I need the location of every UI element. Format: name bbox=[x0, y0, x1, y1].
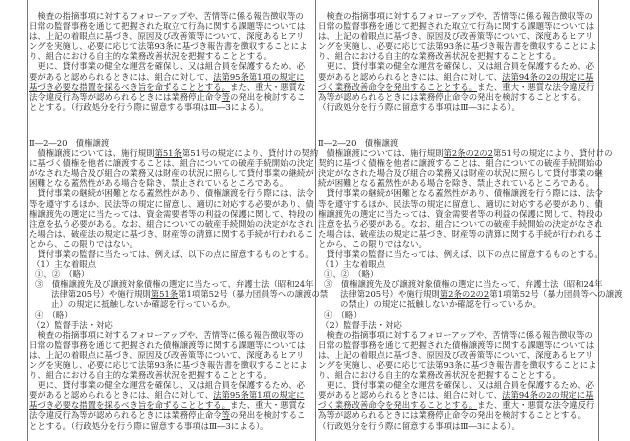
text-line bbox=[318, 228, 603, 239]
text-line bbox=[29, 330, 312, 340]
text-segment: 注意を払う必要がある。なお、組合についての破産手続開始の決定がなされ bbox=[29, 218, 314, 229]
text-segment: ングを実施し、必要に応じて法第93条に基づき報告書を徴収することによ bbox=[318, 41, 597, 52]
new-text-column bbox=[318, 11, 623, 431]
text-segment: 法律第205号）や施行規則 bbox=[51, 289, 151, 300]
amended-text: 基づき必要な措置を採るべき旨を命ずることとする。 bbox=[29, 81, 230, 92]
supervision-paragraph bbox=[29, 11, 312, 112]
text-line bbox=[29, 31, 312, 41]
text-segment: ①、② （略） bbox=[35, 269, 90, 280]
supervision-paragraph bbox=[318, 11, 596, 112]
text-segment: 等を遵守するほか、民法等の規定に留意し、適切に対応する必要があり、債 bbox=[318, 198, 603, 209]
text-segment: 法令違反行為等が認められるときには業務停止命令 bbox=[29, 410, 222, 421]
text-line bbox=[29, 249, 312, 259]
text-segment: ととする。（行政処分を行う際に留意する事項はⅢ―3による）。 bbox=[29, 101, 269, 112]
text-segment: 第51号の規定により、貸付けの bbox=[492, 148, 613, 159]
text-segment: 検査の指摘事項に対するフォローアップや、苦情等に係る報告徴収等の bbox=[29, 329, 304, 340]
text-line bbox=[318, 410, 596, 420]
text-segment: た場合は、破産法の規定に基づき、財産等の清算に関する手続が行われるこ bbox=[29, 228, 314, 239]
text-segment: 日常の監督事務を通じて把握された債権譲渡等に関する課題等については bbox=[318, 339, 595, 350]
amended-text: 第51条 bbox=[150, 289, 179, 300]
text-line bbox=[318, 148, 613, 159]
text-line bbox=[29, 209, 312, 219]
text-segment: Ⅱ―2―20 債権譲渡 bbox=[318, 137, 399, 148]
text-segment: とから、この限りではない。 bbox=[29, 238, 138, 249]
text-segment: 日常の監督事務を通じて把握された債権譲渡等に関する課題等については bbox=[29, 339, 306, 350]
text-line bbox=[29, 11, 312, 21]
text-line bbox=[318, 330, 596, 340]
text-segment: 検査の指摘事項に対するフォローアップや、苦情等に係る報告徴収等の bbox=[29, 11, 304, 21]
amended-text: 第51条 bbox=[154, 148, 182, 159]
text-segment: 権譲渡先の選定に当たっては、資金需要者等の利益の保護に関して、特段の bbox=[29, 208, 314, 219]
amended-text: 等 bbox=[221, 91, 230, 102]
text-line bbox=[29, 82, 312, 92]
text-segment: また、重大・悪質な bbox=[230, 400, 306, 411]
section-gap bbox=[318, 112, 596, 138]
text-segment: 要があると認められるときには、組合に対して、 bbox=[318, 71, 503, 82]
text-line bbox=[29, 21, 312, 31]
center-divider bbox=[315, 0, 316, 441]
text-line bbox=[29, 299, 312, 309]
text-segment: の発出を検討するこ bbox=[230, 410, 306, 421]
text-line bbox=[29, 390, 312, 400]
text-segment: 止）の規定に抵触しないか確認を行っているか。 bbox=[51, 299, 236, 310]
text-line bbox=[318, 269, 596, 279]
text-segment: 要があると認められるときには、組合に対して、 bbox=[318, 390, 503, 401]
text-segment: 要があると認められるときには、組合に対して、 bbox=[29, 390, 214, 401]
section-gap bbox=[29, 112, 312, 138]
text-segment: は、上記の着眼点に基づき、原因及び改善策等について、深度あるヒアリ bbox=[318, 349, 594, 360]
text-segment: 日常の監督事務を通じて把握された取立て行為に関する課題等については bbox=[318, 21, 595, 32]
text-segment: り、組合における自主的な業務改善状況を把握することとする。 bbox=[29, 370, 272, 381]
text-line bbox=[29, 421, 312, 431]
text-segment: は、上記の着眼点に基づき、原因及び改善策等について、深度あるヒアリ bbox=[318, 31, 594, 42]
text-line bbox=[318, 102, 596, 112]
amended-text: 法第95条第1項の規定に bbox=[213, 390, 305, 401]
section-claim-transfer bbox=[29, 137, 329, 431]
text-line bbox=[318, 421, 596, 431]
text-segment: 貸付事業の監督に当たっては、例えば、以下の点に留意するものとする。 bbox=[318, 248, 603, 259]
text-segment: り、組合における自主的な業務改善状況を把握することとする。 bbox=[318, 51, 561, 62]
text-line bbox=[318, 198, 603, 209]
text-segment: 法律第205号）や施行規則 bbox=[340, 289, 440, 300]
text-segment: 契約に基づく債権を他者に譲渡することは、組合についての破産手続開始の bbox=[318, 158, 603, 169]
text-segment: 為等が認められるときには業務停止命令の発出を検討することとする。 bbox=[318, 91, 586, 102]
text-line bbox=[318, 370, 596, 380]
text-segment: 債権譲渡については、施行規則 bbox=[318, 148, 444, 159]
text-segment: ングを実施し、必要に応じて法第93条に基づき報告書を徴収することによ bbox=[29, 360, 308, 370]
text-line bbox=[29, 148, 319, 159]
text-segment: 貸付事業の継続が困難となる蓋然性があり、債権譲渡を行う際には、法令 bbox=[29, 188, 314, 199]
text-segment: 更に、貸付事業の健全な運営を確保し、又は組合員を保護するため、必 bbox=[318, 380, 595, 391]
text-line bbox=[318, 310, 596, 320]
text-line bbox=[29, 269, 312, 279]
text-segment: 貸付事業の監督に当たっては、例えば、以下の点に留意するものとする。 bbox=[29, 248, 314, 259]
text-segment: 第51号の規定により、貸付けの契約 bbox=[181, 148, 319, 159]
text-line bbox=[29, 168, 312, 178]
text-segment: とから、この限りではない。 bbox=[318, 238, 427, 249]
text-line bbox=[318, 239, 596, 249]
text-line bbox=[318, 21, 596, 31]
text-line bbox=[318, 208, 603, 219]
text-segment: （1）主な着眼点 bbox=[32, 259, 96, 270]
amended-text: づく業務改善命令を発出することとする。 bbox=[318, 81, 478, 92]
text-segment: り、組合における自主的な業務改善状況を把握することとする。 bbox=[29, 51, 272, 62]
text-line bbox=[318, 188, 603, 199]
text-line bbox=[29, 380, 312, 390]
text-segment: 貸付事業の継続が困難となる蓋然性があり、債権譲渡を行う際には、法令 bbox=[318, 188, 603, 199]
text-segment: 困難となる蓋然性がある場合を除き、禁止されているところである。 bbox=[29, 178, 289, 189]
text-segment: （2）監督手法・対応 bbox=[32, 319, 113, 330]
text-segment: ③ 債権譲渡先及び譲渡対象債権の選定に当たって、弁護士法（昭和24年 bbox=[35, 279, 314, 290]
amended-text: 基づき必要な措置を採るべき旨を命ずることとする。 bbox=[29, 400, 230, 411]
amended-text: 法第94条の2の規定に基 bbox=[502, 390, 594, 401]
text-line bbox=[29, 72, 312, 82]
text-segment: の発出を検討するこ bbox=[230, 91, 306, 102]
left-border bbox=[27, 0, 28, 441]
text-segment: 第1項第52号（暴力団員等への譲渡の禁 bbox=[178, 289, 329, 300]
section-heading bbox=[318, 138, 596, 148]
text-segment: 法令違反行為等が認められるときには業務停止命令 bbox=[29, 91, 222, 102]
text-line bbox=[318, 320, 596, 330]
text-segment: 日常の監督事務を通じて把握された取立て行為に関する課題等については bbox=[29, 21, 306, 32]
amended-text: 等 bbox=[221, 410, 230, 421]
text-line bbox=[318, 400, 596, 410]
text-segment: り、組合における自主的な業務改善状況を把握することとする。 bbox=[318, 370, 561, 381]
text-segment: ③ 債権譲渡先及び譲渡対象債権の選定に当たって、弁護士法（昭和24年 bbox=[324, 279, 603, 290]
amended-text: づく業務改善命令を発出することとする。 bbox=[318, 400, 478, 411]
text-line bbox=[29, 199, 312, 209]
text-segment: がなされた場合及び組合の業務又は財産の状況に照らして貸付事業の継続が bbox=[29, 168, 314, 179]
text-segment: 為等が認められるときには業務停止命令の発出を検討することとする。 bbox=[318, 410, 586, 421]
text-line bbox=[318, 259, 596, 269]
text-line bbox=[318, 340, 596, 350]
section-heading bbox=[29, 138, 312, 148]
text-segment: ングを実施し、必要に応じて法第93条に基づき報告書を徴収することによ bbox=[318, 360, 597, 370]
old-text-column bbox=[29, 11, 329, 431]
text-segment: 債権譲渡については、施行規則 bbox=[29, 148, 155, 159]
text-segment: また、重大・悪質な bbox=[230, 81, 306, 92]
text-line bbox=[29, 61, 312, 71]
text-line bbox=[29, 102, 312, 112]
text-segment: （2）監督手法・対応 bbox=[321, 319, 402, 330]
text-line bbox=[318, 380, 596, 390]
amended-text: 第2条の2の2 bbox=[439, 289, 490, 300]
text-line bbox=[29, 229, 312, 239]
text-line bbox=[318, 360, 596, 370]
text-segment: 第1項第52号（暴力団員等への譲渡 bbox=[489, 289, 623, 300]
text-segment: ④ （略） bbox=[324, 309, 362, 320]
text-line bbox=[318, 390, 596, 400]
text-line bbox=[318, 61, 596, 71]
text-segment: （1）主な着眼点 bbox=[321, 259, 385, 270]
text-segment: （行政処分を行う際に留意する事項はⅢ―3による）。 bbox=[318, 420, 520, 431]
text-line bbox=[318, 51, 596, 61]
text-segment: また、重大・悪質な法令違反行 bbox=[477, 400, 595, 411]
text-line bbox=[318, 92, 596, 102]
text-segment: 更に、貸付事業の健全な運営を確保し、又は組合員を保護するため、必 bbox=[29, 380, 306, 391]
text-line bbox=[318, 178, 596, 188]
text-segment: Ⅱ―2―20 債権譲渡 bbox=[29, 137, 110, 148]
text-segment: また、重大・悪質な法令違反行 bbox=[477, 81, 595, 92]
text-line bbox=[318, 41, 596, 51]
text-segment: 検査の指摘事項に対するフォローアップや、苦情等に係る報告徴収等の bbox=[318, 11, 593, 21]
text-segment: の禁止）の規定に抵触しないか確認を行っているか。 bbox=[340, 299, 541, 310]
text-line bbox=[29, 360, 312, 370]
text-segment: 更に、貸付事業の健全な運営を確保し、又は組合員を保護するため、必 bbox=[29, 61, 306, 72]
text-segment: に基づく債権を他者に譲渡することは、組合についての破産手続開始の決定 bbox=[29, 158, 314, 169]
text-line bbox=[318, 299, 596, 309]
text-line bbox=[29, 370, 312, 380]
text-line bbox=[29, 279, 312, 289]
text-segment: た場合は、破産法の規定に基づき、財産等の清算に関する手続が行われるこ bbox=[318, 228, 603, 239]
text-line bbox=[29, 410, 312, 420]
text-line bbox=[29, 239, 312, 249]
text-line bbox=[29, 178, 312, 188]
text-line bbox=[318, 168, 603, 179]
text-line bbox=[318, 350, 596, 360]
text-line bbox=[29, 350, 312, 360]
text-line bbox=[29, 400, 312, 410]
text-segment: は、上記の着眼点に基づき、原因及び改善策等について、深度あるヒアリ bbox=[29, 349, 305, 360]
text-segment: ングを実施し、必要に応じて法第93条に基づき報告書を徴収することによ bbox=[29, 41, 308, 52]
text-segment: 等を遵守するほか、民法等の規定に留意し、適切に対応する必要があり、債 bbox=[29, 198, 314, 209]
text-line bbox=[318, 248, 603, 259]
text-line bbox=[29, 259, 312, 269]
amended-text: 法第95条第1項の規定に bbox=[213, 71, 305, 82]
text-line bbox=[29, 41, 312, 51]
text-line bbox=[29, 51, 312, 61]
text-line bbox=[29, 92, 312, 102]
text-line bbox=[29, 320, 312, 330]
text-segment: 決定がなされた場合及び組合の業務又は財産の状況に照らして貸付事業の継 bbox=[318, 168, 603, 179]
text-segment: （行政処分を行う際に留意する事項はⅢ―3による）。 bbox=[318, 101, 520, 112]
text-line bbox=[318, 82, 596, 92]
text-line bbox=[29, 340, 312, 350]
text-line bbox=[318, 289, 623, 300]
section-claim-transfer bbox=[318, 137, 623, 431]
text-segment: 更に、貸付事業の健全な運営を確保し、又は組合員を保護するため、必 bbox=[318, 61, 595, 72]
text-line bbox=[318, 218, 603, 229]
text-line bbox=[29, 310, 312, 320]
text-segment: 検査の指摘事項に対するフォローアップや、苦情等に係る報告徴収等の bbox=[318, 329, 593, 340]
text-line bbox=[29, 219, 312, 229]
text-segment: ①、② （略） bbox=[324, 269, 379, 280]
text-line bbox=[318, 11, 596, 21]
text-segment: 権譲渡先の選定に当たっては、資金需要者等の利益の保護に関して、特段の bbox=[318, 208, 603, 219]
text-line bbox=[29, 188, 312, 198]
text-line bbox=[29, 289, 329, 300]
text-segment: ととする。（行政処分を行う際に留意する事項はⅢ―3による）。 bbox=[29, 420, 269, 431]
text-segment: 続が困難となる蓋然性がある場合を除き、禁止されているところである。 bbox=[318, 178, 594, 189]
text-line bbox=[318, 72, 596, 82]
text-line bbox=[318, 31, 596, 41]
text-line bbox=[318, 279, 603, 290]
amended-text: 法第94条の2の規定に基 bbox=[502, 71, 594, 82]
text-segment: 注意を払う必要がある。なお、組合についての破産手続開始の決定がなされ bbox=[318, 218, 603, 229]
amended-text: 第2条の2の2 bbox=[443, 148, 493, 159]
text-line bbox=[318, 158, 603, 169]
text-segment: ④ （略） bbox=[35, 309, 73, 320]
text-segment: 要があると認められるときには、組合に対して、 bbox=[29, 71, 214, 82]
text-line bbox=[29, 158, 312, 168]
text-segment: は、上記の着眼点に基づき、原因及び改善策等について、深度あるヒアリ bbox=[29, 31, 305, 42]
